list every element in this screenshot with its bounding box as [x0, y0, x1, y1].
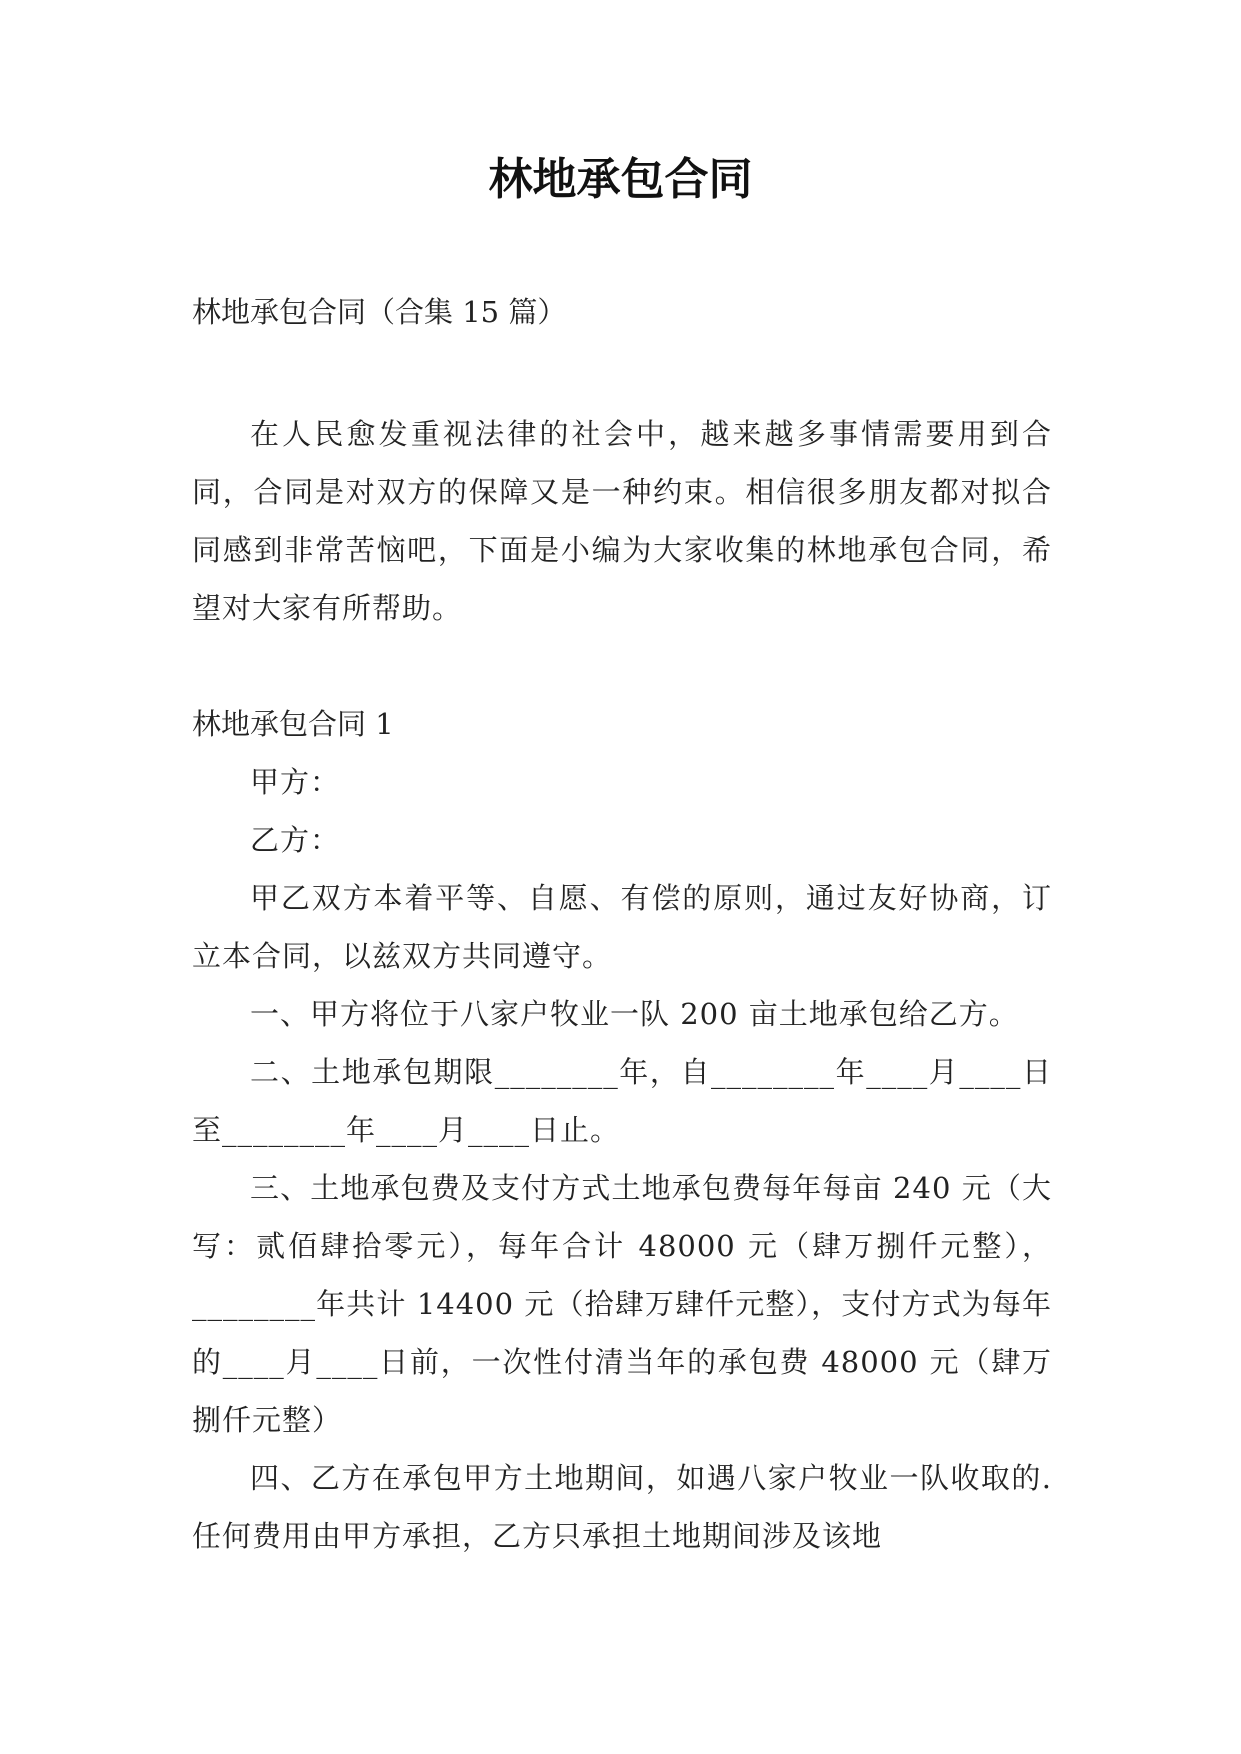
party-a-line: 甲方：	[250, 765, 341, 799]
clause-1: 一、甲方将位于八家户牧业一队 200 亩土地承包给乙方。	[250, 997, 1019, 1031]
clause-2: 二、土地承包期限________年，自________年____月____日至________年____月____日止。	[192, 1055, 1052, 1147]
section-heading: 林地承包合同 1	[192, 707, 394, 741]
document-subtitle: 林地承包合同（合集 15 篇）	[192, 295, 567, 329]
clause-4: 四、乙方在承包甲方土地期间，如遇八家户牧业一队收取的.任何费用由甲方承担，乙方只承担土地期间涉及该地	[192, 1461, 1052, 1553]
intro-paragraph: 在人民愈发重视法律的社会中，越来越多事情需要用到合同，合同是对双方的保障又是一种约束。相信很多朋友都对拟合同感到非常苦恼吧，下面是小编为大家收集的林地承包合同，希望对大家有所帮助。	[192, 417, 1052, 625]
party-b-line: 乙方：	[250, 823, 341, 857]
document-title: 林地承包合同	[488, 154, 753, 205]
clause-3: 三、土地承包费及支付方式土地承包费每年每亩 240 元（大写：贰佰肆拾零元），每年合计 48000 元（肆万捌仟元整），________年共计 14400 元（拾肆万肆仟元整），支付方式为每年的____月____日前，一次性付清当年的承包费 48000 元（肆万捌仟元整）	[192, 1171, 1052, 1437]
document-body	[192, 405, 1052, 1565]
preamble-paragraph: 甲乙双方本着平等、自愿、有偿的原则，通过友好协商，订立本合同，以兹双方共同遵守。	[192, 881, 1052, 973]
